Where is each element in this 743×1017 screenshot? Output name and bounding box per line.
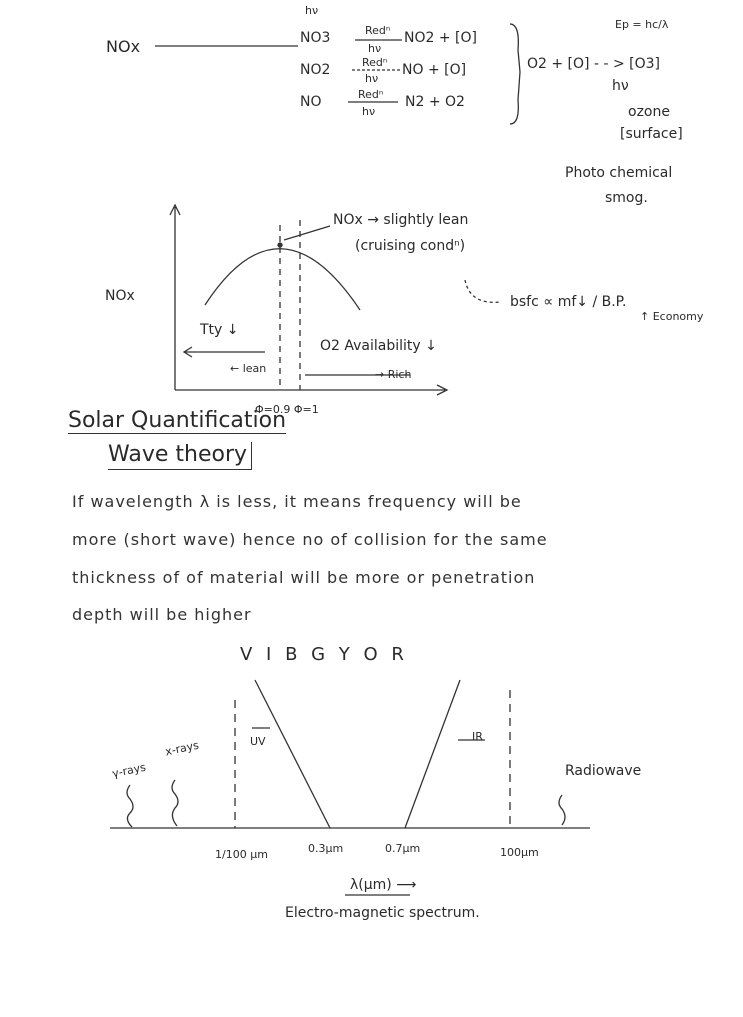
r3-cond: Redⁿ: [358, 88, 384, 101]
hv-top: hν: [305, 4, 319, 17]
r2-hv: hν: [365, 72, 379, 85]
temp-arrow: [184, 347, 265, 357]
paragraph-line: thickness of of material will be more or penetration: [72, 568, 536, 587]
nox-source: NOx: [106, 37, 141, 56]
economy-label: ↑ Economy: [640, 310, 704, 323]
uv-label: UV: [250, 735, 266, 748]
radio-label: Radiowave: [565, 763, 642, 779]
r3-right: N2 + O2: [405, 94, 465, 110]
surface-label: [surface]: [620, 126, 683, 142]
graph-ylabel: NOx: [105, 288, 135, 304]
ozone-label: ozone: [628, 104, 670, 120]
uv-ir-arrows: [252, 728, 485, 740]
temp-label: Tty ↓: [200, 322, 239, 338]
tick-label: 100μm: [500, 846, 539, 859]
rich-label: → Rich: [375, 368, 412, 381]
ozone-hv: hν: [612, 78, 629, 94]
r1-left: NO3: [300, 30, 331, 46]
brace: [510, 24, 520, 124]
r3-hv: hν: [362, 105, 376, 118]
peak-note-2: (cruising condⁿ): [355, 238, 466, 254]
xray-label: x-rays: [164, 738, 200, 759]
bsfc-pointer: [465, 280, 500, 302]
caption: Electro-magnetic spectrum.: [285, 905, 480, 921]
r1-hv: hν: [368, 42, 382, 55]
paragraph-line: depth will be higher: [72, 605, 252, 624]
o2-label: O2 Availability ↓: [320, 338, 437, 354]
r3-left: NO: [300, 94, 322, 110]
r1-right: NO2 + [O]: [404, 30, 477, 46]
ir-label: IR: [472, 730, 483, 743]
peak-point: [278, 243, 282, 247]
paragraph-line: If wavelength λ is less, it means frequency will be: [72, 492, 522, 511]
smog-label-1: Photo chemical: [565, 165, 673, 181]
phi-label: Φ=0.9 Φ=1: [255, 403, 319, 416]
axis-label: λ(μm) ⟶: [350, 877, 417, 893]
tick-label: 0.7μm: [385, 842, 421, 855]
peak-pointer: [284, 226, 330, 240]
heading: Solar Quantification: [68, 408, 287, 433]
r1-cond: Redⁿ: [365, 24, 391, 37]
band-limits: [235, 690, 510, 828]
r2-left: NO2: [300, 62, 331, 78]
paragraph-line: more (short wave) hence no of collision for the same: [72, 530, 548, 549]
energy-formula: Ep = hc/λ: [615, 18, 669, 31]
tick-label: 0.3μm: [308, 842, 344, 855]
wave-icons: [127, 780, 565, 827]
visible-band: [255, 680, 460, 828]
tick-label: 1/100 μm: [215, 848, 268, 861]
y-axis: [170, 205, 180, 390]
lean-label: ← lean: [230, 362, 267, 375]
phi-lines: [280, 220, 300, 390]
nox-curve: [205, 249, 360, 310]
subheading: Wave theory: [108, 442, 252, 470]
gamma-label: γ-rays: [111, 760, 147, 781]
peak-note: NOx → slightly lean: [333, 212, 469, 228]
smog-label-2: smog.: [605, 190, 648, 206]
vibgyor: V I B G Y O R: [240, 644, 408, 665]
r2-right: NO + [O]: [402, 62, 467, 78]
r2-cond: Redⁿ: [362, 56, 388, 69]
bsfc-formula: bsfc ∝ mf↓ / B.P.: [510, 294, 627, 310]
x-axis: [175, 385, 447, 395]
ozone-equation: O2 + [O] - - > [O3]: [527, 56, 660, 72]
